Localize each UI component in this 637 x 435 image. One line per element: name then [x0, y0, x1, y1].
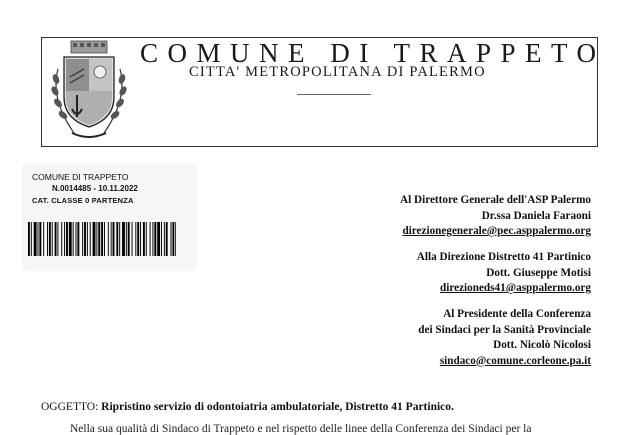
recipient-block-1	[400, 193, 591, 240]
barcode-icon	[28, 222, 176, 256]
recipient-block-3	[418, 307, 591, 369]
recipient-role-line-1: Al Presidente della Conferenza	[443, 308, 591, 320]
recipient-name: Dr.ssa Daniela Faraoni	[481, 209, 591, 222]
recipient-role-line-2: dei Sindaci per la Sanità Provinciale	[418, 323, 591, 336]
recipient-email-link[interactable]: direzionegenerale@pec.asppalermo.org	[402, 225, 591, 237]
subject-text: Ripristino servizio di odontoiatria ambulatoriale, Distretto 41 Partinico.	[101, 401, 454, 413]
recipient-role: Alla Direzione Distretto 41 Partinico	[416, 251, 591, 263]
municipality-title: COMUNE DI TRAPPETO	[140, 38, 606, 68]
municipal-crest-icon	[44, 39, 134, 143]
letter-body-first-line: Nella sua qualità di Sindaco di Trappeto e nel rispetto delle linee della Conferenza dei Sindaci per la	[70, 423, 532, 435]
stamp-number: N.0014485 - 10.11.2022	[52, 184, 138, 193]
protocol-stamp	[22, 163, 197, 271]
subject-line	[41, 401, 454, 413]
recipient-name: Dott. Nicolò Nicolosi	[493, 339, 591, 351]
title-divider	[297, 94, 371, 95]
stamp-classification: CAT. CLASSE 0 PARTENZA	[32, 196, 134, 205]
recipient-email-link[interactable]: sindaco@comune.corleone.pa.it	[439, 354, 591, 367]
recipient-block-2	[417, 250, 591, 297]
stamp-office: COMUNE DI TRAPPETO	[32, 172, 129, 182]
recipient-role: Al Direttore Generale dell'ASP Palermo	[400, 194, 591, 206]
recipient-name: Dott. Giuseppe Motisi	[486, 266, 591, 279]
subject-label: OGGETTO:	[41, 401, 99, 413]
recipient-email-link[interactable]: direzioneds41@asppalermo.org	[440, 282, 591, 294]
municipality-subtitle: CITTA' METROPOLITANA DI PALERMO	[189, 64, 486, 80]
